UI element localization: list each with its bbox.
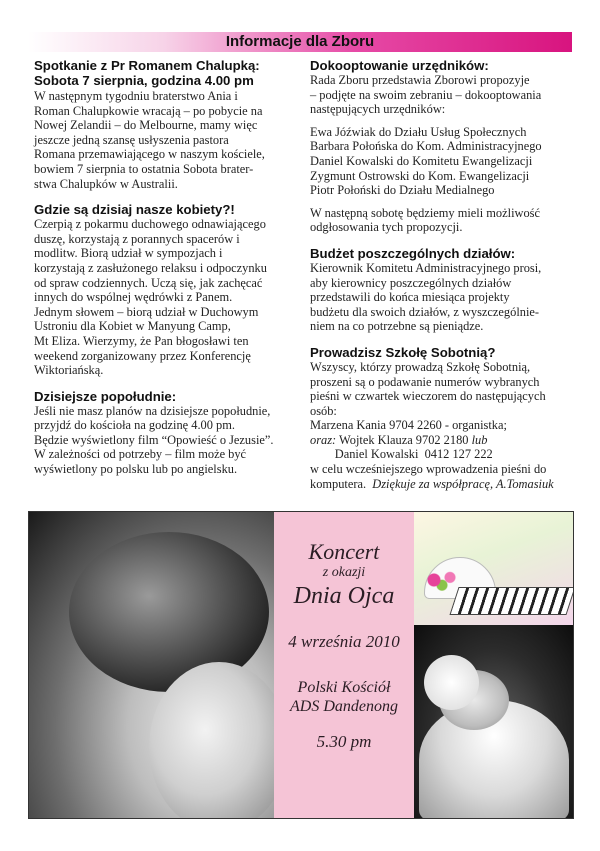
afternoon-line: przyjdź do kościoła na godzinę 4.00 pm.: [34, 418, 235, 433]
appointments-line: Rada Zboru przedstawia Zborowi propozyje: [310, 73, 530, 87]
budget-line: Kierownik Komitetu Administracyjnego prosi,: [310, 260, 542, 275]
meeting-line: Roman Chalupkowie wracają – po pobycie na: [34, 103, 263, 118]
women-line: Wiktoriańską.: [34, 363, 104, 378]
piano-flowers-image: [414, 512, 573, 625]
contact-wojtek-text: Wojtek Klauza 9702 2180: [336, 432, 472, 447]
meeting-line: Nowej Zelandii – do Melbourne, mamy więc: [34, 118, 258, 133]
appointments-line: następujących urzędników:: [310, 102, 446, 117]
section-meeting: [34, 58, 298, 191]
women-line: korzystają z zasłużonego relaksu i odpoczynku: [34, 260, 267, 275]
meeting-line: W następnym tygodniu braterstwo Ania i: [34, 89, 238, 103]
women-heading: Gdzie są dzisiaj nasze kobiety?!: [34, 202, 235, 218]
meeting-line: stwa Chalupków w Australii.: [34, 176, 178, 191]
budget-line: przedstawili do końca miesiąca projekty: [310, 290, 510, 305]
father-child-photo: [29, 512, 274, 818]
afternoon-line: W zależności od potrzeby – film może być: [34, 447, 247, 462]
women-line: weekend zorganizowany przez Konferencję: [34, 348, 251, 363]
women-line: Jednym słowem – biorą udział w Duchowym: [34, 304, 259, 319]
budget-line: budżetu dla swoich działów, z wyszczególnie-: [310, 304, 540, 319]
sleeping-baby-photo: [414, 625, 573, 818]
sabbath-school-line: Wszyscy, którzy prowadzą Szkołę Sobotnią,: [310, 359, 531, 374]
appointments-after: W następną sobotę będziemy mieli możliwość: [310, 205, 540, 220]
women-line: innych do wspólnej wędrówki z Panem.: [34, 290, 233, 305]
appointee-item: Daniel Kowalski do Komitetu Ewangelizacji: [310, 153, 533, 168]
meeting-heading: Spotkanie z Pr Romanem Chalupką:: [34, 58, 260, 73]
section-sabbath-school: [310, 345, 574, 491]
header-banner: [28, 32, 572, 52]
concert-time: 5.30 pm: [316, 732, 372, 751]
budget-heading: Budżet poszczególnych działów:: [310, 245, 516, 261]
sabbath-school-line: proszeni są o podawanie numerów wybranych: [310, 374, 540, 389]
sabbath-school-end: w celu wcześniejszego wprowadzenia pieśni do: [310, 462, 547, 477]
appointments-heading: Dokooptowanie urzędników:: [310, 58, 489, 73]
appointments-line: – podjęte na swoim zebraniu – dokooptowania: [310, 87, 542, 102]
concert-date: 4 września 2010: [288, 632, 400, 651]
contact-wojtek: [310, 433, 574, 448]
concert-venue-line1: Polski Kościół: [297, 679, 391, 696]
budget-line: aby kierownicy poszczególnych działów: [310, 275, 512, 290]
meeting-line: jeszcze jedną szansę usłyszenia pastora: [34, 132, 229, 147]
meeting-subheading: Sobota 7 sierpnia, godzina 4.00 pm: [34, 73, 254, 88]
concert-title: Koncert: [308, 539, 380, 564]
concert-venue-line2: ADS Dandenong: [290, 698, 398, 715]
appointee-item: Zygmunt Ostrowski do Kom. Ewangelizacji: [310, 168, 530, 183]
women-line: od spraw codziennych. Uczą się, jak zachęcać: [34, 275, 263, 290]
women-line: modlitw. Biorą udział w sympozjach i: [34, 246, 223, 261]
appointments-after: odgłosowania tych propozycji.: [310, 220, 463, 235]
contact-organist: Marzena Kania 9704 2260 - organistka;: [310, 418, 507, 433]
afternoon-line: wyświetlony po polsku lub po angielsku.: [34, 462, 238, 477]
women-line: Ustroniu dla Kobiet w Manyung Camp,: [34, 319, 231, 334]
budget-line: niem na co potrzebne są pieniądze.: [310, 319, 484, 334]
right-column: [310, 58, 574, 491]
women-line: Czerpią z pokarmu duchowego odnawiającego: [34, 217, 266, 232]
section-appointments: [310, 58, 574, 235]
section-afternoon: [34, 389, 298, 477]
concert-poster: [28, 511, 574, 819]
contact-oraz: oraz:: [310, 432, 337, 447]
sabbath-school-thanks: [310, 477, 574, 492]
sabbath-school-heading: Prowadzisz Szkołę Sobotnią?: [310, 344, 496, 360]
afternoon-line: Będzie wyświetlony film “Opowieść o Jezusie”.: [34, 432, 274, 447]
concert-occasion: z okazji: [322, 565, 366, 580]
banner-title: Informacje dla Zboru: [225, 33, 375, 50]
sabbath-school-line: pieśni w czwartek wieczorem do następujących: [310, 389, 546, 404]
contact-lub: lub: [471, 432, 488, 447]
concert-fathers-day: Dnia Ojca: [293, 583, 395, 609]
women-line: Mt Eliza. Wierzymy, że Pan błogosławi ten: [34, 333, 249, 348]
section-budget: [310, 246, 574, 334]
contact-daniel: Daniel Kowalski 0412 127 222: [310, 447, 493, 462]
appointee-item: Piotr Połoński do Działu Medialnego: [310, 183, 495, 198]
appointee-item: Ewa Jóźwiak do Działu Usług Społecznych: [310, 124, 527, 139]
meeting-line: Romana przemawiającego w naszym kościele,: [34, 147, 265, 162]
appointee-item: Barbara Połońska do Kom. Administracyjnego: [310, 139, 542, 154]
section-women: [34, 202, 298, 378]
left-column: [34, 58, 298, 477]
concert-info-panel: [274, 512, 414, 818]
women-line: duszę, korzystają z porannych spacerów i: [34, 231, 240, 246]
thanks-prefix: komputera.: [310, 476, 373, 491]
meeting-line: bowiem 7 sierpnia to ostatnia Sobota brater-: [34, 161, 254, 176]
afternoon-heading: Dzisiejsze popołudnie:: [34, 388, 177, 404]
sabbath-school-line: osób:: [310, 403, 337, 418]
afternoon-line: Jeśli nie masz planów na dzisiejsze popołudnie,: [34, 403, 271, 418]
thanks-signature: Dziękuje za współpracę, A.Tomasiuk: [372, 476, 554, 491]
